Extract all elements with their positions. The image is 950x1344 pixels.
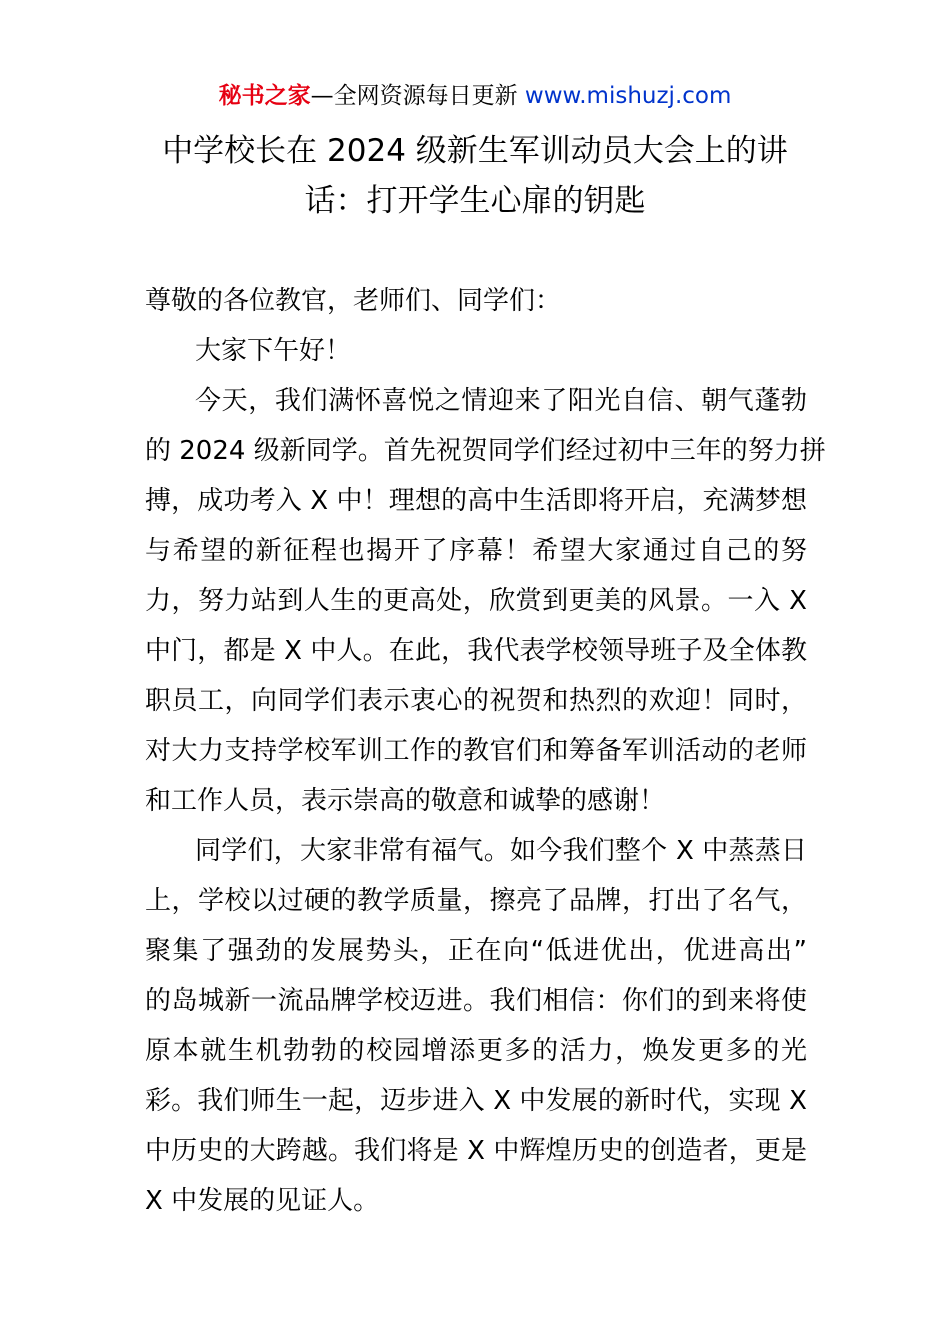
text-line: X 中发展的见证人。 [145,1186,380,1216]
text-line: 彩。我们师生一起，迈步进入 X 中发展的新时代，实现 X [145,1086,807,1116]
text-line: 与希望的新征程也揭开了序幕！希望大家通过自己的努 [145,536,807,566]
text-line: 中历史的大跨越。我们将是 X 中辉煌历史的创造者，更是 [145,1136,807,1166]
site-brand: 秘书之家 [218,83,311,109]
site-header [0,80,950,112]
text-line: 和工作人员，表示崇高的敬意和诚挚的感谢！ [145,786,666,816]
text-line: 今天，我们满怀喜悦之情迎来了阳光自信、朝气蓬勃 [195,386,807,416]
text-line: 同学们，大家非常有福气。如今我们整个 X 中蒸蒸日 [195,836,807,866]
site-tagline: —全网资源每日更新 [310,83,525,109]
title-line-2: 话：打开学生心扉的钥匙 [304,183,646,219]
document-body [145,276,826,1226]
text-line: 力，努力站到人生的更高处，欣赏到更美的风景。一入 X [145,586,807,616]
document-title [145,126,805,226]
greeting: 大家下午好！ [195,336,352,366]
salutation: 尊敬的各位教官，老师们、同学们： [145,286,562,316]
salutation-paragraph [145,276,807,326]
text-line: 上，学校以过硬的教学质量，擦亮了品牌，打出了名气， [145,886,807,916]
title-line-1: 中学校长在 2024 级新生军训动员大会上的讲 [162,133,788,169]
text-line: 的 2024 级新同学。首先祝贺同学们经过初中三年的努力拼 [145,436,826,466]
text-line: 聚集了强劲的发展势头，正在向“低进优出，优进高出” [145,936,807,966]
text-line: 职员工，向同学们表示衷心的祝贺和热烈的欢迎！同时， [145,686,807,716]
text-line: 对大力支持学校军训工作的教官们和筹备军训活动的老师 [145,736,807,766]
greeting-paragraph [145,326,807,376]
text-line: 原本就生机勃勃的校园增添更多的活力，焕发更多的光 [145,1036,807,1066]
text-line: 中门，都是 X 中人。在此，我代表学校领导班子及全体教 [145,636,807,666]
text-line: 搏，成功考入 X 中！理想的高中生活即将开启，充满梦想 [145,486,807,516]
school-paragraph [145,826,807,1226]
site-url-link[interactable]: www.mishuzj.com [524,83,732,109]
text-line: 的岛城新一流品牌学校迈进。我们相信：你们的到来将使 [145,986,807,1016]
welcome-paragraph [145,376,826,826]
